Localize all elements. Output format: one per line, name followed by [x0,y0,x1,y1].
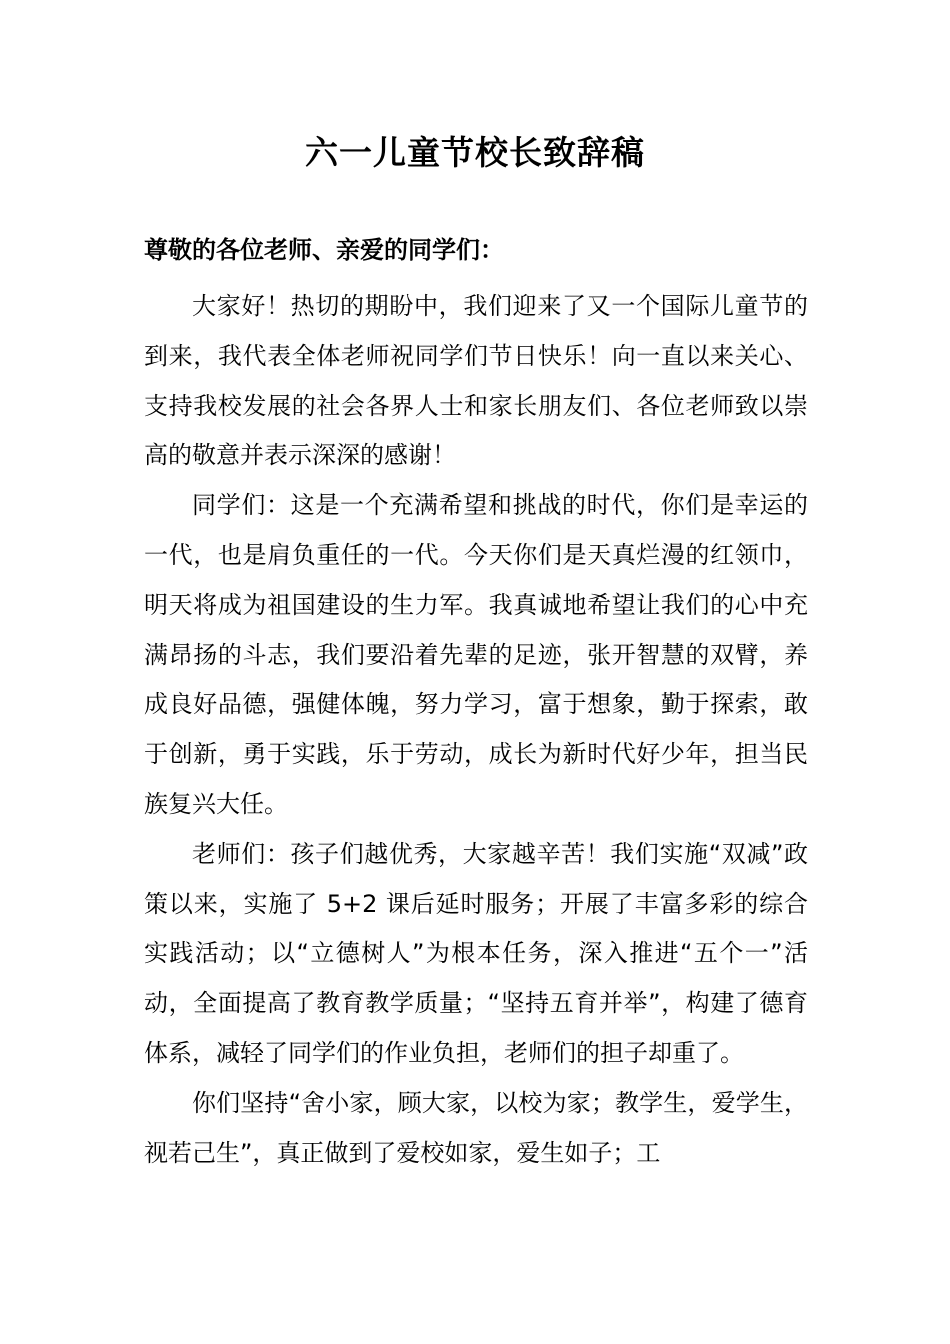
paragraph: 你们坚持“舍小家，顾大家，以校为家；教学生，爱学生，视若己生”，真正做到了爱校如家，爱生如子；工 [144,1088,808,1167]
paragraph: 老师们：孩子们越优秀，大家越辛苦！我们实施“双减”政策以来，实施了 5+2 课后延时服务；开展了丰富多彩的综合实践活动；以“立德树人”为根本任务，深入推进“五个一”活动，全面提高了教育教学质量；“坚持五育并举”，构建了德育体系，减轻了同学们的作业负担，老师们的担子却重了。 [144,839,808,1067]
salutation: 尊敬的各位老师、亲爱的同学们： [144,236,504,264]
paragraph: 同学们：这是一个充满希望和挑战的时代，你们是幸运的一代，也是肩负重任的一代。今天你们是天真烂漫的红领巾，明天将成为祖国建设的生力军。我真诚地希望让我们的心中充满昂扬的斗志，我们要沿着先辈的足迹，张开智慧的双臂，养成良好品德，强健体魄，努力学习，富于想象，勤于探索，敢于创新，勇于实践，乐于劳动，成长为新时代好少年，担当民族复兴大任。 [144,491,808,818]
paragraph: 大家好！热切的期盼中，我们迎来了又一个国际儿童节的到来，我代表全体老师祝同学们节日快乐！向一直以来关心、支持我校发展的社会各界人士和家长朋友们、各位老师致以崇高的敬意并表示深深的感谢！ [144,292,808,470]
document-body [144,282,808,1178]
document-title: 六一儿童节校长致辞稿 [305,133,645,172]
